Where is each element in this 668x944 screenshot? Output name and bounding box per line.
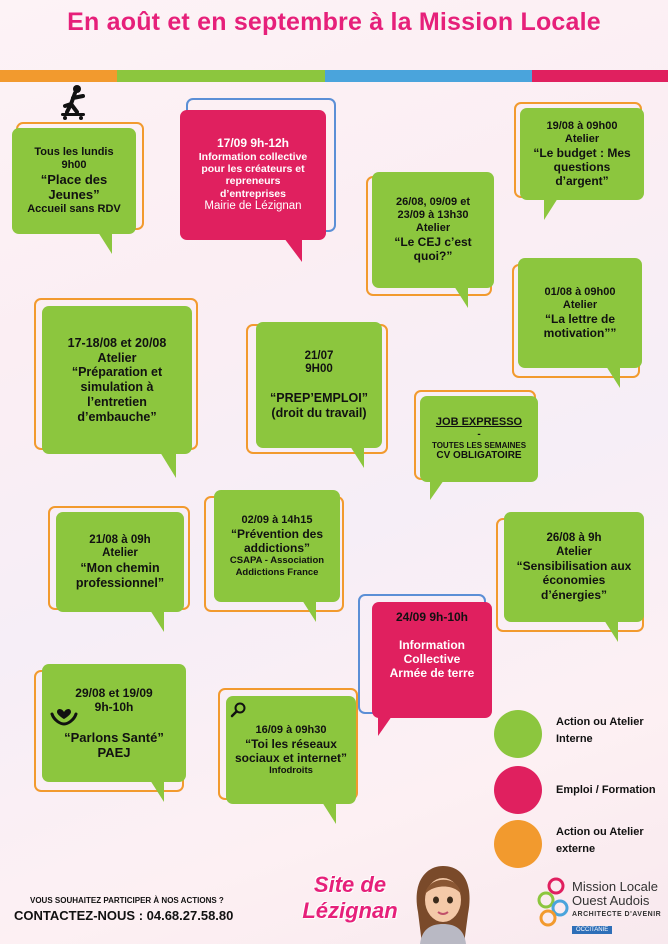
event-entretien-embauche: 17-18/08 et 20/08 Atelier “Préparation et simulation à l’entretien d’embauche”: [42, 306, 192, 454]
hands-heart-icon: [50, 702, 78, 726]
page-title: En août et en septembre à la Mission Locale: [67, 8, 601, 36]
magnifier-icon: [230, 702, 246, 718]
stripe-blue: [325, 70, 532, 82]
contact-question: VOUS SOUHAITEZ PARTICIPER À NOS ACTIONS ?: [30, 896, 224, 905]
site-label: Site de Lézignan: [302, 872, 398, 924]
event-cej: 26/08, 09/09 et 23/09 à 13h30 Atelier “Le CEJ c’est quoi?”: [372, 172, 494, 288]
avatar-illustration: [408, 862, 478, 944]
event-armee-de-terre: 24/09 9h-10h Information Collective Armée de terre: [372, 602, 492, 718]
event-budget: 19/08 à 09h00 Atelier “Le budget : Mes questions d’argent”: [520, 108, 644, 200]
event-parlons-sante: 29/08 et 19/09 9h-10h “Parlons Santé” PAEJ: [42, 664, 186, 782]
legend-label-emploi: Emploi / Formation: [556, 784, 656, 796]
event-prep-emploi: 21/07 9H00 “PREP’EMPLOI” (droit du travail): [256, 322, 382, 448]
legend-label-interne: Action ou Atelier Interne: [556, 716, 644, 745]
stripe-orange: [0, 70, 117, 82]
skateboarder-icon: [55, 84, 95, 120]
stripe-green: [117, 70, 325, 82]
event-economies-energie: 26/08 à 9h Atelier “Sensibilisation aux économies d’énergies”: [504, 512, 644, 622]
legend-dot-orange: [494, 820, 542, 868]
event-lettre-motivation: 01/08 à 09h00 Atelier “La lettre de motivation””: [518, 258, 642, 368]
contact-phone: CONTACTEZ-NOUS : 04.68.27.58.80: [14, 908, 234, 923]
stripe-pink: [532, 70, 668, 82]
event-info-createurs: 17/09 9h-12h Information collective pour les créateurs et repreneurs d’entreprises Mairie de Lézignan: [180, 110, 326, 240]
legend-dot-pink: [494, 766, 542, 814]
legend-dot-green: [494, 710, 542, 758]
logo-text: Mission Locale Ouest Audois ARCHITECTE D'AVENIR OCCITANIE: [572, 879, 662, 933]
logo-circles-icon: [536, 876, 570, 928]
event-prevention-addictions: 02/09 à 14h15 “Prévention des addictions” CSAPA - Association Addictions France: [214, 490, 340, 602]
legend-label-externe: Action ou Atelier externe: [556, 826, 644, 855]
event-job-expresso: JOB EXPRESSO - TOUTES LES SEMAINES CV OBLIGATOIRE: [420, 396, 538, 482]
event-place-des-jeunes: Tous les lundis 9h00 “Place des Jeunes” Accueil sans RDV: [12, 128, 136, 234]
event-chemin-professionnel: 21/08 à 09h Atelier “Mon chemin professionnel”: [56, 512, 184, 612]
event-reseaux-sociaux: 16/09 à 09h30 “Toi les réseaux sociaux et internet” Infodroits: [226, 696, 356, 804]
